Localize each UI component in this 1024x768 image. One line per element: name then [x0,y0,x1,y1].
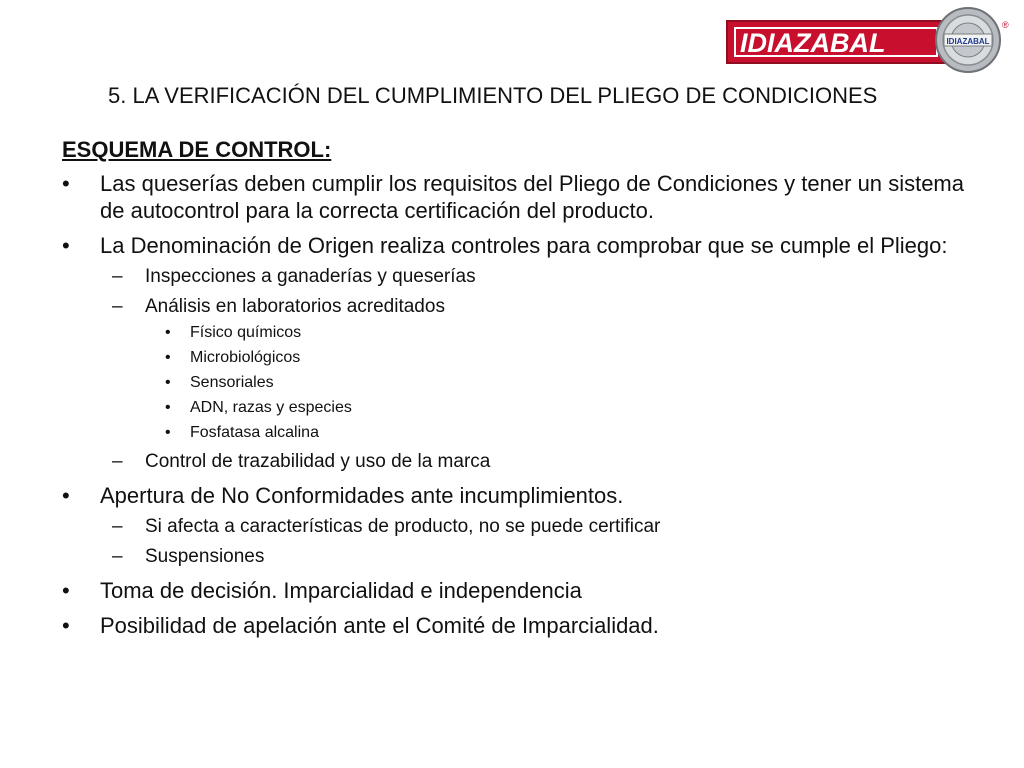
sub-list [62,514,964,569]
section-heading-text: ESQUEMA DE CONTROL: [62,137,332,162]
logo-wordmark: IDIAZABAL [740,28,886,58]
logo-seal-text: IDIAZABAL [946,37,990,46]
analysis-item [62,347,964,368]
sub-item-text: Si afecta a características de producto, no se puede certificar [145,516,661,537]
bullet-marker: • [62,578,70,603]
bullet-marker: • [165,399,171,416]
dash-marker: – [112,451,123,472]
bullet-marker: • [165,349,171,366]
dash-marker: – [112,296,123,317]
bullet-item [62,482,964,509]
dash-marker: – [112,266,123,287]
slide-title: 5. LA VERIFICACIÓN DEL CUMPLIMIENTO DEL PLIEGO DE CONDICIONES [108,83,878,108]
bullet-text: La Denominación de Origen realiza controles para comprobar que se cumple el Pliego: [100,233,948,258]
logo-banner [726,20,946,64]
analysis-item-text: ADN, razas y especies [190,399,352,416]
dash-marker: – [112,546,123,567]
logo-seal-icon [932,6,1004,74]
bullet-item [62,170,964,224]
bullet-marker: • [165,374,171,391]
dash-marker: – [112,516,123,537]
sub-item [62,449,964,474]
registered-mark: ® [1002,20,1009,30]
slide-content [62,136,964,647]
analysis-item-text: Físico químicos [190,324,302,341]
sub-item-text: Control de trazabilidad y uso de la marca [145,451,491,472]
analysis-item-text: Fosfatasa alcalina [190,424,319,441]
bullet-text: Las queserías deben cumplir los requisitos del Pliego de Condiciones y tener un sistema de autocontrol para la correcta certificación del producto. [100,171,964,223]
bullet-marker: • [62,171,70,196]
bullet-item [62,577,964,604]
analysis-item [62,397,964,418]
bullet-item [62,612,964,639]
bullet-marker: • [62,233,70,258]
analysis-item [62,322,964,343]
bullet-marker: • [62,483,70,508]
bullet-text: Posibilidad de apelación ante el Comité de Imparcialidad. [100,613,659,638]
bullet-text: Toma de decisión. Imparcialidad e independencia [100,578,582,603]
analysis-item [62,422,964,443]
analysis-item-text: Microbiológicos [190,349,301,366]
sub-item [62,294,964,319]
bullet-text: Apertura de No Conformidades ante incumplimientos. [100,483,624,508]
sub-item-text: Suspensiones [145,546,265,567]
idiazabal-logo [726,6,1012,74]
sub-item-text: Análisis en laboratorios acreditados [145,296,445,317]
sub-item [62,514,964,539]
bullet-marker: • [165,424,171,441]
analysis-item-text: Sensoriales [190,374,274,391]
sub-item [62,544,964,569]
analysis-item [62,372,964,393]
analysis-list [62,322,964,443]
bullet-marker: • [62,613,70,638]
section-heading [62,136,964,164]
bullet-marker: • [165,324,171,341]
bullet-item [62,232,964,259]
sub-item-text: Inspecciones a ganaderías y queserías [145,266,476,287]
sub-item [62,264,964,289]
sub-list [62,264,964,474]
